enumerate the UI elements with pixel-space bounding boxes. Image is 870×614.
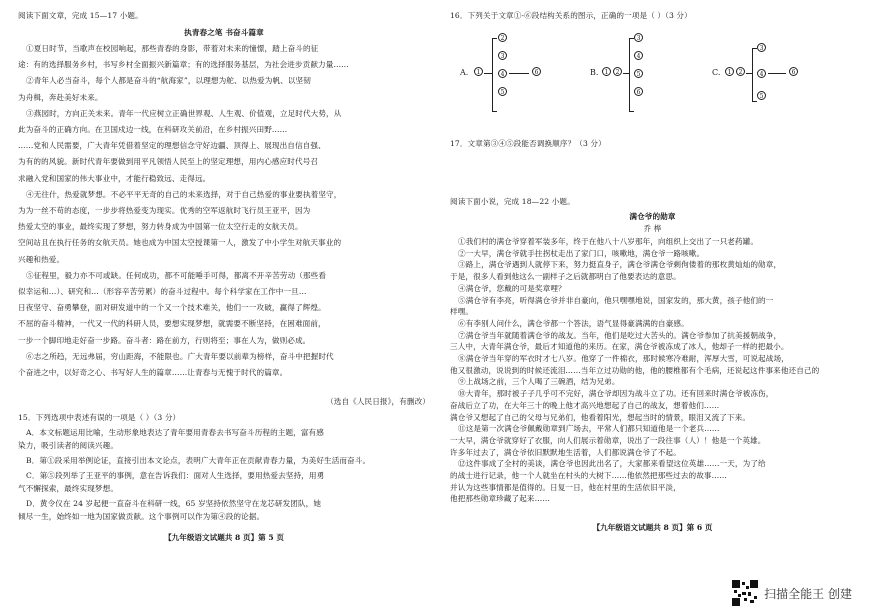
node-5-icon: 5 <box>757 91 766 100</box>
q15-option-d: D．黄令仪在 24 岁起便一直奋斗在科研一线，65 岁坚持依然坚守在龙芯研发团队，她 <box>26 499 322 508</box>
node-5-icon: 5 <box>498 87 507 96</box>
text-line: 不屈的奋斗精神，一代又一代的科研人员，要想实现梦想，就需要不断坚持，在困难面前， <box>18 319 326 329</box>
q16-diagrams <box>450 28 855 133</box>
article-source: （选自《人民日报》，有删改） <box>326 397 430 406</box>
text-line: ⑤满仓爷有李亮，听得满仓爷并非自豪向，他只嘿嘿地说，国家发的，那大黄，孩子他们的一 <box>458 295 774 305</box>
page-footer-left: 【九年级语文试题共 8 页】第 5 页 <box>164 533 284 542</box>
qr-code-icon <box>732 580 758 606</box>
story-title: 满仓爷的勋章 <box>629 212 676 221</box>
q15-option-a-cont: 染力，吸引读者的阅读兴趣。 <box>18 441 119 450</box>
node-4-icon: 4 <box>498 69 507 78</box>
text-line: ⑦满仓爷当年就随着满仓爷的战友。当年，他们是吃过大苦头的。满仓爷参加了抗美援朝战争， <box>458 330 782 340</box>
scanner-watermark <box>732 580 852 606</box>
text-line: 求融入党和国家的伟大事业中，才能行稳致远、走得远。 <box>18 173 211 183</box>
text-line: ⑥志之所趋，无远弗届，穷山距海，不能限也。广大青年要以前辈为榜样，奋斗中把握时代 <box>26 351 334 361</box>
q15-option-d-cont: 倾尽一生，始终如一地为国家做贡献。这个事例可以作为第④段的论据。 <box>18 512 265 521</box>
node-6-icon: 6 <box>634 87 643 96</box>
question-17: 17．文章第③④⑤段能否调换顺序？（3 分） <box>450 139 606 148</box>
text-line: 奋战后立了功，在大年三十的晚上他才高兴地想起了自己的战友，想着他们…… <box>450 400 720 410</box>
text-line: 为有的的风貌。新时代青年要做到用平凡领悟人民至上的坚定理想，用内心感应时代号召 <box>18 157 319 167</box>
text-line: 并认为这些事情都是值得的。日复一日，他在村里的生活依旧平淡， <box>450 482 681 492</box>
q16-option-a-label: A. <box>460 68 469 77</box>
reading-intro: 阅读下面文章，完成 15—17 小题。 <box>18 11 143 20</box>
node-2-icon: 2 <box>613 67 622 76</box>
question-15: 15．下列选项中表述有误的一项是（ ）（3 分） <box>18 413 181 422</box>
text-line: 日夜坚守、奋勇攀登，面对研发道中的一个又一个技术难关，他们一一攻破，赢得了辉煌。 <box>18 303 326 313</box>
q16-option-c-label: C. <box>712 68 721 77</box>
text-line: ②青年人必当奋斗，每个人都是奋斗的“航海家”，以理想为舵、以热爱为帆、以坚韧 <box>26 76 311 86</box>
text-line: ③燕园时，方向正关未来。青年一代应树立正确世界观、人生观、价值观，立足时代大势，从 <box>26 108 342 118</box>
node-1-icon: 1 <box>725 67 734 76</box>
text-line: ④满仓爷，您戴的可是奖章哩？ <box>458 283 566 293</box>
text-line: 一大早，满仓爷就穿好了衣服，向人们展示着勋章，说出了一段往事（人）！他是一个英雄。 <box>450 435 766 445</box>
question-16: 16．下列关于文章①-⑥段结构关系的图示，正确的一项是（ ）（3 分） <box>450 11 692 20</box>
text-line: ⑨上战场之前，三个人喝了三碗酒，结为兄弟。 <box>458 377 620 387</box>
reading-intro-2: 阅读下面小说，完成 18—22 小题。 <box>450 197 575 206</box>
node-1-icon: 1 <box>602 67 611 76</box>
node-4-icon: 4 <box>634 51 643 60</box>
text-line: ②一大早，满仓爷就手拄拐杖走出了家门口，咳嗽地，满仓爷一路咳嗽。 <box>458 248 705 258</box>
node-6-icon: 6 <box>532 67 541 76</box>
text-line: 满仓爷又想起了自己的父母与兄弟们，他看着阳光，想起当时的情景，眼泪又流了下来。 <box>450 412 751 422</box>
q15-option-b: B．第①段采用举例论证，直接引出本文论点，表明广大青年正在贡献青春力量，为美好生活而奋斗。 <box>26 456 371 465</box>
text-line: ⑤征程里，毅力亦不可或缺。任何成功，都不可能唾手可得，都离不开辛苦劳动（那些看 <box>26 270 327 280</box>
text-line: ①夏日时节，当歌声在校园响起，那些青春的身影，带着对未来的憧憬，踏上奋斗的征 <box>26 44 319 53</box>
q15-option-c: C．第⑤段列举了王亚平的事例，意在告诉我们：面对人生选择，要用热爱去坚持，用勇 <box>26 471 325 480</box>
text-line: 个奋进之中，以好奇之心、书写好人生的篇章……让青春与无愧于时代的篇章。 <box>18 368 288 377</box>
text-line: 为为一丝不苟的态度，一步步将热爱变为现实。优秀的空军返航时飞行员王亚平，因为 <box>18 206 311 215</box>
text-line: ⑧满仓爷当年穿的军衣时才七八岁。他穿了一件棉衣，那时候寒冷难耐，浑厚大雪，可说起战场， <box>458 354 789 363</box>
node-4-icon: 4 <box>757 69 766 78</box>
node-3-icon: 3 <box>757 43 766 52</box>
text-line: 三人中，大青年满仓爷，最后才知道他的来历。在家，满仓爷被冻成了冰人，他却子一样的把最小。 <box>450 342 789 352</box>
node-6-icon: 6 <box>789 67 798 76</box>
node-2-icon: 2 <box>498 33 507 42</box>
text-line: ④无往什，热爱就梦想。不必平平无奇的自己的未来选择，对于自己热爱的事业要执着坚守， <box>26 189 342 199</box>
text-line: ③路上，满仓爷遇到人就停下来，努力挺直身子，满仓爷满仓爷剩佝偻着的那枚黄灿灿的勋章， <box>458 260 782 270</box>
text-line: 此为奋斗的正确方向。在卫国戍边一线，在科研攻关前沿，在乡村振兴田野…… <box>18 125 288 134</box>
node-2-icon: 2 <box>736 67 745 76</box>
text-line: ⑫这件事成了全村的美谈，满仓爷也因此出名了，大家都来看望这位英雄……一天，为了给 <box>458 459 766 469</box>
text-line: 空间站且在执行任务的女航天员。她也成为中国太空授课第一人，激发了中小学生对航天事业的 <box>18 238 342 248</box>
q15-option-a: A．本文标题运用比喻，生动形象地表达了青年要用青春去书写奋斗历程的主题，富有感 <box>26 428 324 437</box>
text-line: ①我们村的满仓爷穿着军装多年，终于在他八十八岁那年，向组织上交出了一只老药罐。 <box>458 237 759 246</box>
node-3-icon: 3 <box>634 33 643 42</box>
text-line: 一步一个脚印地走好奋一步路。奋斗者：路在前方，行则将至；事在人为，做则必成。 <box>18 335 311 345</box>
node-1-icon: 1 <box>474 67 483 76</box>
text-line: 他把那些勋章珍藏了起来…… <box>450 494 551 504</box>
text-line: 途：有的选择服务乡村，书写乡村全面振兴新篇章；有的选择服务基层，为社会进步贡献力量…… <box>18 60 349 70</box>
right-page <box>450 0 855 584</box>
text-line: 似幸运和…）、研究和…（形容辛苦劳累）的奋斗过程中。每个科学家在工作中一旦… <box>18 287 307 296</box>
text-line: 热爱太空的事业，最终实现了梦想，努力转身成为中国第一位太空行走的女航天员。 <box>18 222 303 232</box>
page-footer-right: 【九年级语文试题共 8 页】第 6 页 <box>592 523 713 532</box>
q15-option-c-cont: 气不懈探索，最终实现梦想。 <box>18 484 119 493</box>
text-line: 样嘿。 <box>450 307 474 317</box>
text-line: 为舟楫，奔赴美好未来。 <box>18 92 103 102</box>
text-line: 的战士进行记录，他一个人就坐在村头的大树下……他依然把那些过去的故事…… <box>450 471 727 480</box>
text-line: 兴趣和热爱。 <box>18 254 65 264</box>
text-line: 于是，很多人看到他这么一副样子之后就都明白了他要表达的意思。 <box>450 272 681 282</box>
node-5-icon: 5 <box>634 69 643 78</box>
node-3-icon: 3 <box>498 51 507 60</box>
text-line: ……党和人民需要，广大青年凭借着坚定的理想信念守好边疆、顶得上、展现出自信自强、 <box>18 141 326 151</box>
text-line: ⑪这是第一次满仓爷佩戴勋章到广场去，平常人们都只知道他是一个老兵…… <box>458 424 720 434</box>
text-line: 许多年过去了，满仓爷依旧默默地生活着，人们都说满仓爷了不起。 <box>450 447 681 457</box>
story-author: 乔 桦 <box>643 224 662 233</box>
text-line: 他又很激动，说说到的时候还流泪……当年立过功勋的他，他的腰椎都有个毛病，还说起这件事来他还自己的 <box>450 365 820 375</box>
article-title: 执青春之笔 书奋斗篇章 <box>184 28 264 37</box>
q16-option-b-label: B. <box>590 68 599 77</box>
text-line: ⑥有李别人问什么，满仓爷都一个答法，语气显得豪满满的自豪感。 <box>458 318 689 328</box>
left-page <box>18 0 430 584</box>
watermark-text: 扫描全能王 创建 <box>764 586 852 601</box>
text-line: ⑩大青年，那时被子子几乎可不完好，满仓爷却因为战斗立了功。还有回来时满仓爷被冻伤， <box>458 389 774 399</box>
